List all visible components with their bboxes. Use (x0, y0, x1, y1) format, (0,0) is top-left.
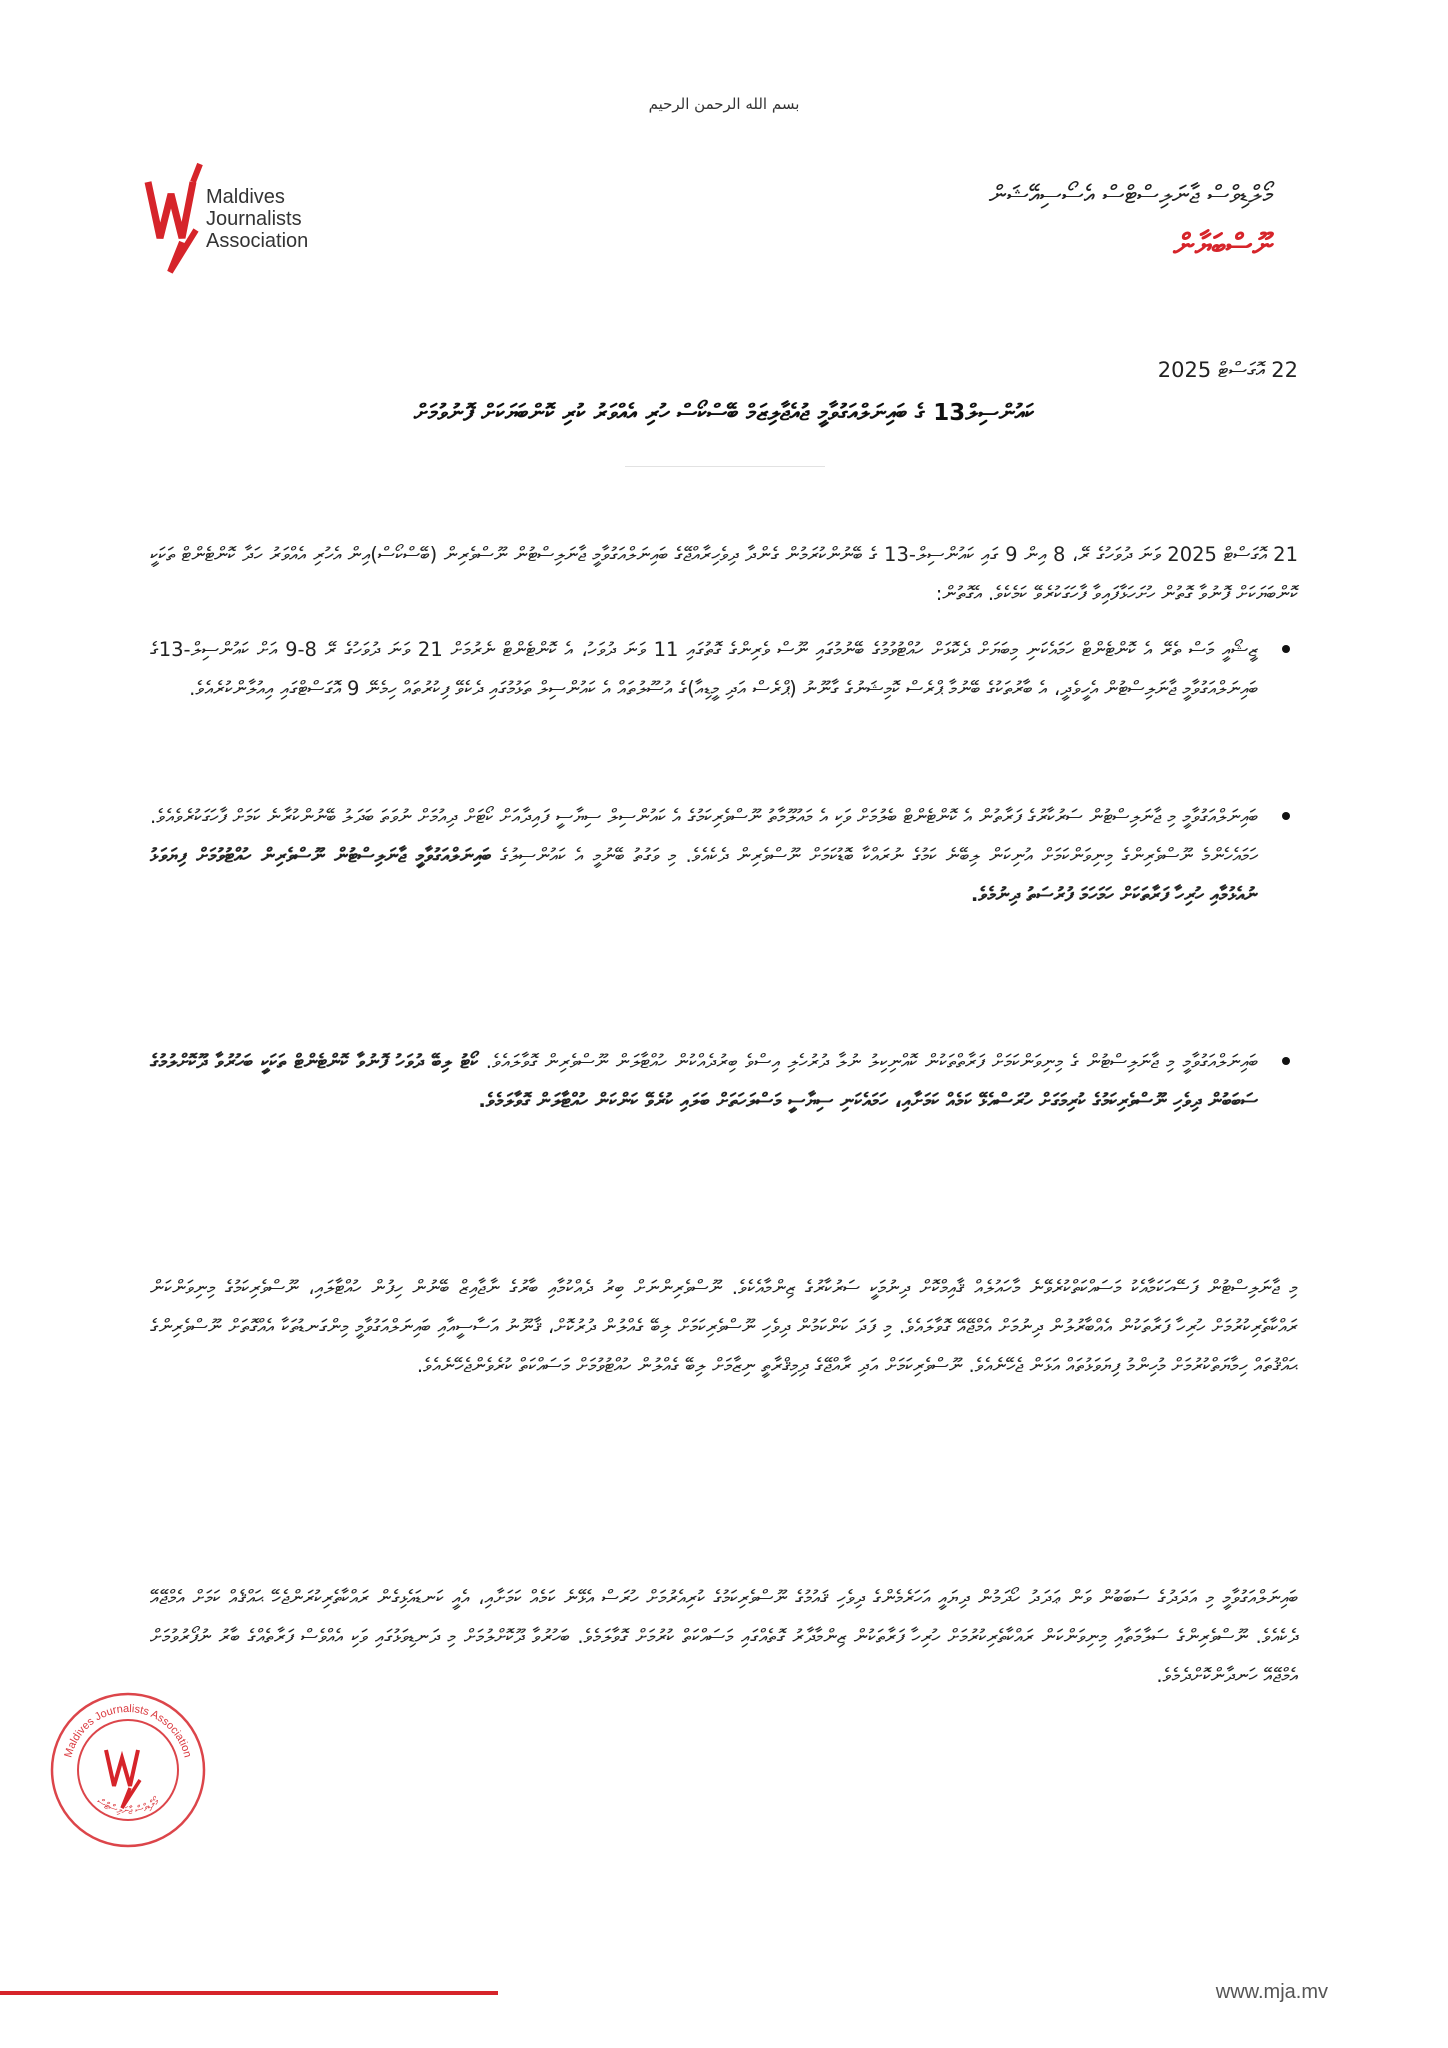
bullet-icon (1282, 812, 1290, 820)
body-paragraph-3: ބައިނަލްއަގުވާމީ މި އަދަދުގެ ސަބަބުން ވަން ޢަދަދު ހޯދަމުން ދިޔައީ އަހަރެމެންގެ ދިވެހި ޤައުމުގެ ނޫސްވެރިކަމުގެ ކުރިއެރުމަށް ހުރަސް އެޅޭނެ ކަމެއް ކަމަށާއި، އެއީ ކަނޑައެޅިގެން ރައްކާތެރިކުރަންޖެހޭ ޙައްޤެއް ކަމަށް އެމްޖޭއޭ ދެކެއެވެ. ނޫސްވެރިންގެ ސަލާމަތާއި މިނިވަންކަން ރައްކާތެރިކުރުމަށް ހުރިހާ ފަރާތަކުން ޒިންމާދާރު ގޮތެއްގައި މަސައްކަތް ކުރުމަށް ގޮވާލަމެވެ. ބަހުރުވާ ދޫކޮށްލުމަށް މި ދަނޑިވަޅުގައި ވަކި އެއްވެސް ފަރާތެއްގެ ބާރު ނުފޯރުވުމަށް އެމްޖޭއޭ ހަނދާންކޮށްދެމެވެ. (150, 1586, 1298, 1687)
bullet-item-1 (150, 630, 1298, 747)
logo-word-2: Journalists (206, 208, 302, 230)
bullet-icon (1282, 1057, 1290, 1065)
stamp-ring-text: Maldives Journalists Association (62, 1702, 194, 1759)
press-release-date: 22 އޮގަސްޓް 2025 (1157, 358, 1298, 382)
logo-word-1: Maldives (206, 186, 285, 208)
bullet-list (150, 630, 1298, 1248)
bullet-text: ޒީޝޯއީ މަސް ތެރޭ އެ ކޮންޓެންޓް ހަމައެކަނި މިބަޔަށް ދެކޮޅަށް ހުއްޓުވުމުގެ ބޭނުމުގައި ނޫސް ވެރިންގެ ގޮތުގައި 11 ވަނަ ދުވަހު، އެ ކޮންޓެންޓް ނެރުމަށް 21 ވަނަ ދުވަހުގެ ރޭ 8-9 އަށް ކައުންސިލް-13ގެ ބައިނަލްއަގުވާމީ ޖާނަލިސްޓުން އެހީވެދީ، އެ ބާރުތަކުގެ ބޭނުމާ ޕްރެސް ކޮމިޝަނުގެ ގާނޫނު (ޕްރެސް އަދި މީޑިއާ)ގެ އުސޫލުތައް އެ ކައުންސިލް ތަޅުމުގައި ދެކެވޭ ފިކުރުތައް ހިމެނޭ 9 އޮގަސްޓްގައި އިއުލާންކުރެއެވެ. (150, 638, 1258, 700)
bullet-icon (1282, 645, 1290, 653)
bullet-emphasis: ބައިނަލްއަގުވާމީ ޖާނަލިސްޓުން ނޫސްވެރިން ހުއްޓުވުމަށް ފިޔަވަޅު ނުއެޅުމާއި ހުރިހާ ފަރާތަކަށް ހަމަހަމަ ފުރުސަތު ދިނުމެވެ. (150, 844, 1258, 906)
bismillah-header: بسم الله الرحمن الرحيم (648, 95, 800, 113)
logo-word-3: Association (206, 230, 309, 252)
intro-paragraph: 21 އޮގަސްޓް 2025 ވަނަ ދުވަހުގެ ރޭ، 8 އިން 9 ގައި ކައުންސިލް-13 ގެ ބޭނުންކުރަމުން ގެންދާ ދިވެހިރާއްޖޭގެ ބައިނަލްއަގުވާމީ ޖާނަލިސްޓުން ނޫސްވެރިން (ބޭސްކޯސް)އިން އެހުރި އެއްވަރު ހަދާ ކޮންޓެންޓް ތަކަކީ ކޮންބަޔަކަށް ފޮނުވާ ގޮތުން ހުށަހަޅާފައިވާ ފާހަގަކުރެވޭ ކަމެކެވެ. އެގޮތުން: (150, 543, 1298, 605)
bullet-item-3 (150, 1042, 1298, 1198)
logo-wordmark (206, 186, 308, 252)
bullet-emphasis: ކޯޓު ލިބޭ ދުވަހު ފޮނުވާ ކޮންޓެންޓް ތަކަކީ ބަހުރުވާ ދޫކޮށްލުމުގެ ސަބަބުން ދިވެހި ނޫސްވެރިކަމުގެ ކުރިމަގަށް ހުރަސްއެޅޭ ކަމެއް ކަމަށާއި، ހަމައެކަނި ސިޔާސީ މަސްލަހަތަށް ބަލައި ކުރެވޭ ކަންކަން ހުއްޓާލަން ގޮވާލަމެވެ. (150, 1050, 1258, 1112)
title-divider (625, 466, 825, 467)
body-paragraph-2: މި ޖާނަލިސްޓުން ފަސޭހަކަމާއެކު މަސައްކަތްކުރެވޭނެ މާހައުލެއް ޤާއިމްކޮށް ދިނުމަކީ ސަރުކާރުގެ ޒިންމާއެކެވެ. ނޫސްވެރިންނަށް ބިރު ދެއްކުމާއި ބާރުގެ ނާޖާއިޒް ބޭނުން ހިފުން ހުއްޓާލައި، ނޫސްވެރިކަމުގެ މިނިވަންކަން ރައްކާތެރިކުރުމަށް ހުރިހާ ފަރާތަކުން އެއްބާރުލުން ދިނުމަށް އެމްޖޭއޭ ގޮވާލައެވެ. މި ފަދަ ކަންކަމުން ދިވެހި ނޫސްވެރިކަމަށް ލިބޭ ގެއްލުން ދުރުކޮށް، ޤާނޫނު އަސާސީއާއި ބައިނަލްއަގުވާމީ މިންގަނޑުތަކާ އެއްގޮތަށް ނޫސްވެރިންގެ ޙައްޤުތައް ހިމާޔަތްކުރުމަށް މުހިންމު ފިޔަވަޅުތައް އަޅަން ޖެހޭނެއެވެ. ނޫސްވެރިކަމަށް އަދި ރާއްޖޭގެ ދިމިޤްރާތީ ނިޒާމަށް ލިބޭ ގެއްލުން ހުއްޓުވުމަށް މަސައްކަތް ކުރެވެންޖެހޭނެއެވެ. (150, 1276, 1298, 1377)
bullet-text: ބައިނަލްއަގުވާމީ މި ޖާނަލިސްޓުން ގެ މިނިވަންކަމަށް ފަރާތްތަކުން ކޮއްނިކިލު ނުލާ ދުރުހެލި އިސްވެ ބިރުދެއްކުން ހުއްޓާލަން ނޫސްވެރިން ގޮވާލައެވެ. (485, 1050, 1259, 1073)
website-link[interactable]: www.mja.mv (1215, 1981, 1328, 2003)
official-stamp-icon (48, 1690, 208, 1850)
footer-accent-line (0, 1991, 498, 1995)
bullet-text: ބައިނަލްއަގުވާމީ މި ޖާނަލިސްޓުން ސަރުކާރުގެ ފަރާތުން އެ ކޮންޓެންޓް ބެލުމަށް ވަކި އެ މައުލޫމާތު ނޫސްވެރިކަމުގެ އެ ކައުންސިލް ސިޔާސީ ފައިދާއަށް ކޯޓަށް ދިއުމަށް ނުވަތަ ބަދަލު ބޭނުންކުރާނެ ކަމަށް ފާހަގަކުރެވެއެވެ. ހަމައެހެންމެ ނޫސްވެރިންގެ މިނިވަންކަމަށް އުނިކަން ލިބޭނެ ކަމުގެ ނުރައްކާ ބޮޑުކަމަށް ނޫސްވެރިން ދެކެއެވެ. މި ވަގުތު ބޭނުމީ އެ ކައުންސިލުގެ (150, 805, 1259, 867)
press-release-title: ކައުންސިލް13 ގެ ބައިނަލްއަގުވާމީ ޖުއެޖާލިޒަމް ބޭސްކޯސް ހުރި އެއްވަރު ކުރި ކޮންބަޔަކަށް ފޮނުވުމަށް (413, 400, 1035, 426)
document-type: ނޫސްބަޔާން (1173, 228, 1273, 263)
organization-name: މޯލްޑިވްސް ޖާނަލިސްޓްސް އެސޯސިއޭޝަން (988, 180, 1273, 209)
stamp-ring-text-local: މޯލްޑިވްސް ޖާނަލިސްޓްސް (94, 1796, 162, 1817)
bullet-item-2 (150, 797, 1298, 992)
